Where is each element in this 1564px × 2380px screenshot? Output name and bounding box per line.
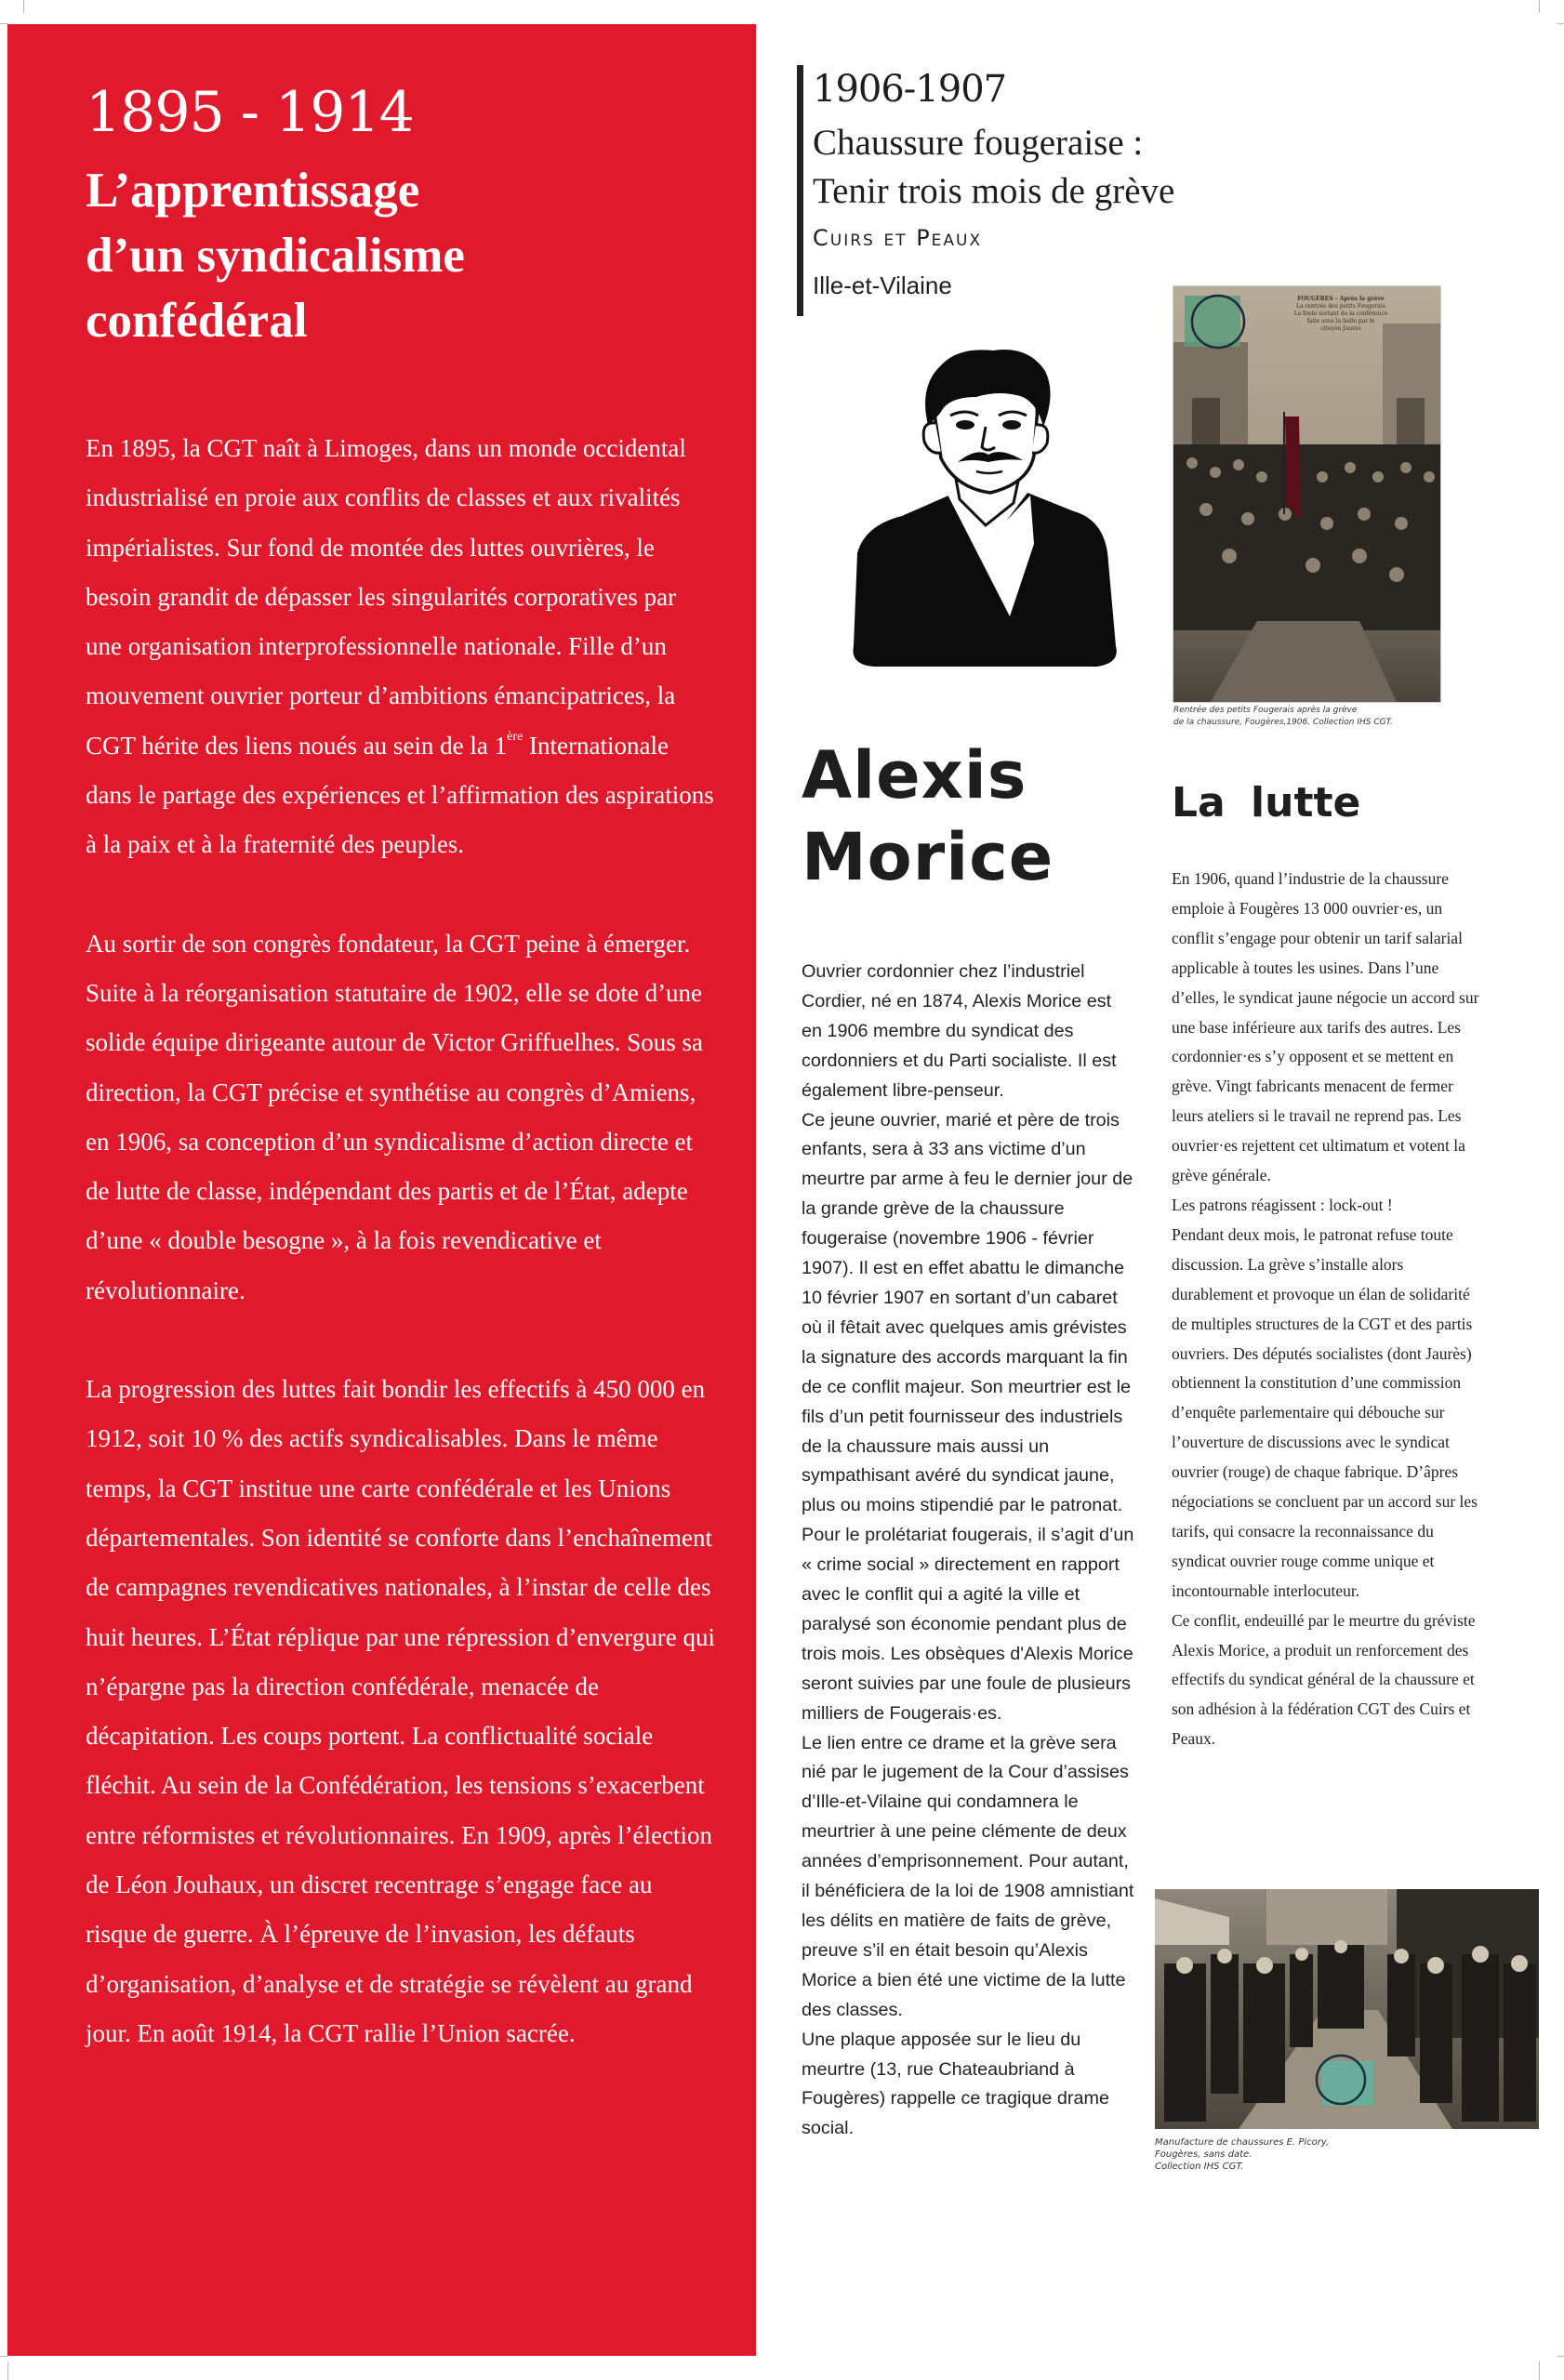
period-panel	[7, 24, 756, 2356]
crop-mark	[23, 0, 24, 13]
caption-line: Rentrée des petits Fougerais après la grève	[1173, 706, 1358, 715]
struggle-paragraph: En 1906, quand l’industrie de la chaussure emploie à Fougères 13 000 ouvrier·es, un conflit s’engage pour obtenir un tarif salarial applicable à toutes les usines. Dans l’une d’elles, le syndicat jaune négocie un accord sur une base inférieure aux tarifs des autres. Les cordonnier·es s’y opposent et se mettent en grève. Vingt fabricants menacent de fermer leurs ateliers si le travail ne reprend pas. Les ouvrier·es rejettent cet ultimatum et votent la grève générale.	[1172, 869, 1479, 1185]
crop-mark	[1539, 0, 1540, 13]
article-title	[813, 119, 1174, 216]
region-label: Ille-et-Vilaine	[813, 271, 952, 299]
bio-paragraph: Ouvrier cordonnier chez l’industriel Cordier, né en 1874, Alexis Morice est en 1906 membre du syndicat des cordonniers et du Parti socialiste. Il est également libre-penseur.	[802, 961, 1117, 1101]
postcard-line: FOUGÈRES – Après la grève	[1297, 296, 1385, 302]
portrait-drawing	[837, 339, 1134, 674]
period-paragraph: Au sortir de son congrès fondateur, la CGT peine à émerger. Suite à la réorganisation statutaire de 1902, elle se dote d’une solide équipe dirigeante autour de Victor Griffuelhes. Sous sa direction, la CGT précise et synthétise au congrès d’Amiens, en 1906, sa conception d’un syndicalisme d’action directe et de lutte de classe, indépendant des partis et de l’État, adepte d’une « double besogne », à la fois revendicative et révolutionnaire.	[86, 929, 703, 1304]
period-title-line: L’apprentissage	[86, 164, 420, 218]
period-text	[86, 424, 718, 2108]
period-title	[86, 158, 465, 353]
caption-line: Fougères, sans date.	[1155, 2149, 1253, 2160]
period-title-line: d’un syndicalisme	[86, 229, 465, 283]
profile-name-line: Morice	[802, 819, 1054, 895]
period-paragraph: La progression des luttes fait bondir les effectifs à 450 000 en 1912, soit 10 % des actifs syndicalisables. Dans le même temps, la CGT institue une carte confédérale et les Unions départementales. Son identité se conforte dans l’enchaînement de campagnes revendicatives nationales, à l’instar de celle des huit heures. L’État réplique par une répression d’envergure qui n’épargne pas la direction confédérale, menacée de décapitation. Les coups portent. La conflictualité sociale fléchit. Au sein de la Confédération, les tensions s’exacerbent entre réformistes et révolutionnaires. En 1909, après l’élection de Léon Jouhaux, un discret recentrage s’engage face au risque de guerre. À l’épreuve de l’invasion, les défauts d’organisation, d’analyse et de stratégie se révèlent au grand jour. En août 1914, la CGT rallie l’Union sacrée.	[86, 1375, 716, 2047]
bio-paragraph: Pour le prolétariat fougerais, il s’agit d’un « crime social » directement en rapport avec le conflit qui a agité la ville et paralysé son économie pendant plus de trois mois. Les obsèques d'Alexis Morice seront suivies par une foule de plusieurs milliers de Fougerais·es.	[802, 1525, 1134, 1724]
profile-name-line: Alexis	[802, 737, 1027, 813]
crowd-photo-caption	[1173, 705, 1393, 729]
profile-name	[802, 734, 1054, 898]
crowd-postcard-photo	[1173, 285, 1441, 703]
bio-paragraph: Ce jeune ouvrier, marié et père de trois enfants, sera à 33 ans victime d’un meurtre par arme à feu le dernier jour de la grande grève de la chaussure fougeraise (novembre 1906 - février 1907). Il est en effet abattu le dimanche 10 février 1907 en sortant d’un cabaret où il fêtait avec quelques amis grévistes la signature des accords marquant la fin de ce conflit majeur. Son meurtrier est le fils d’un petit fournisseur des industriels de la chaussure mais aussi un sympathisant avéré du syndicat jaune, plus ou moins stipendié par le patronat.	[802, 1109, 1133, 1516]
postcard-line: citoyen Jaurès	[1320, 325, 1361, 332]
struggle-text	[1172, 865, 1483, 1754]
crop-mark	[7, 2361, 8, 2380]
crop-mark	[1557, 23, 1564, 24]
struggle-paragraph: Pendant deux mois, le patronat refuse toute discussion. La grève s’installe alors durablement et provoque un élan de solidarité de multiples structures de la CGT et des partis ouvriers. Des députés socialistes (dont Jaurès) obtiennent la constitution d’une commission d’enquête parlementaire qui débouche sur l’ouverture de discussions avec le syndicat ouvrier (rouge) de chaque fabrique. D’âpres négociations se concluent par un accord sur les tarifs, qui consacre la reconnaissance du syndicat ouvrier rouge comme unique et incontournable interlocuteur.	[1172, 1224, 1478, 1600]
postcard-image	[1173, 286, 1440, 702]
bio-paragraph: Le lien entre ce drame et la grève sera nié par le jugement de la Cour d’assises d’Ille-et-Vilaine qui condamnera le meurtrier à une peine clémente de deux années d’emprisonnement. Pour autant, il bénéficiera de la loi de 1908 amnistiant les délits en matière de faits de grève, preuve s’il en était besoin qu’Alexis Morice a bien été une victime de la lutte des classes.	[802, 1732, 1134, 2020]
profile-bio	[802, 958, 1136, 2144]
postcard-line: La foule sortant de la conférence	[1293, 311, 1388, 317]
article-dates: 1906-1907	[813, 68, 1007, 111]
period-paragraph-text: En 1895, la CGT naît à Limoges, dans un monde occidental industrialisé en proie aux conflits de classes et aux rivalités impérialistes. Sur fond de montée des luttes ouvrières, le besoin grandit de dépasser les singularités corporatives par une organisation interprofessionnelle nationale. Fille d’un mouvement ouvrier porteur d’ambitions émancipatrices, la CGT hérite des liens noués au sein de la 1	[86, 434, 686, 760]
crop-mark	[1539, 2361, 1540, 2380]
caption-line: Manufacture de chaussures E. Picory,	[1155, 2137, 1330, 2148]
factory-photo-caption	[1155, 2136, 1329, 2173]
postcard-line: faite sous la halle par le	[1306, 318, 1375, 324]
ordinal-superscript: ère	[507, 729, 524, 744]
article-title-line: Chaussure fougeraise :	[813, 123, 1144, 163]
period-title-line: confédéral	[86, 294, 308, 348]
portrait-illustration	[837, 339, 1134, 674]
postcard-line: La rentrée des petits Fougerais	[1296, 303, 1385, 310]
crop-mark	[0, 2356, 7, 2357]
federation-label: Cuirs et Peaux	[813, 225, 983, 251]
struggle-title: La lutte	[1172, 779, 1361, 826]
period-paragraph	[86, 424, 718, 870]
period-paragraph-text: Internationale dans le partage des expériences et l’affirmation des aspirations à la paix et à la fraternité des peuples.	[86, 731, 714, 859]
crop-mark	[1557, 2356, 1564, 2357]
period-dates: 1895 - 1914	[86, 80, 414, 145]
factory-workers-photo	[1155, 1889, 1539, 2129]
caption-line: Collection IHS CGT.	[1155, 2162, 1244, 2172]
article-header	[797, 65, 1174, 316]
crop-mark	[0, 23, 7, 24]
bio-paragraph: Une plaque apposée sur le lieu du meurtre (13, rue Chateaubriand à Fougères) rappelle ce tragique drame social.	[802, 2029, 1109, 2139]
struggle-paragraph: Ce conflit, endeuillé par le meurtre du gréviste Alexis Morice, a produit un renforcement des effectifs du syndicat général de la chaussure et son adhésion à la fédération CGT des Cuirs et Peaux.	[1172, 1610, 1476, 1749]
caption-line: de la chaussure, Fougères,1906. Collection IHS CGT.	[1173, 718, 1393, 727]
factory-image	[1155, 1889, 1539, 2129]
postcard-printed-text	[1276, 296, 1406, 333]
struggle-paragraph: Les patrons réagissent : lock-out !	[1172, 1195, 1393, 1214]
article-title-line: Tenir trois mois de grève	[813, 171, 1175, 211]
